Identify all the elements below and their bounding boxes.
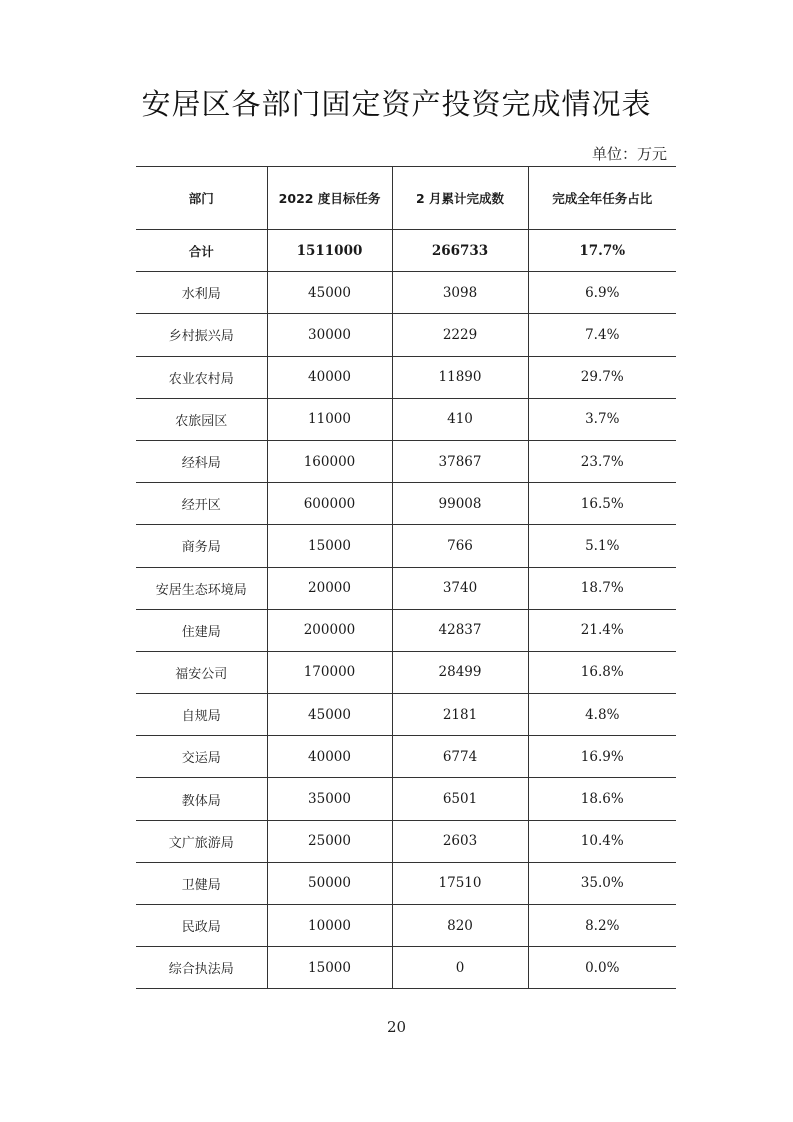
department-cell: 交运局 [136, 736, 267, 778]
target-cell: 20000 [267, 567, 392, 609]
target-cell: 600000 [267, 483, 392, 525]
completed-cell: 410 [392, 398, 528, 440]
department-cell: 住建局 [136, 609, 267, 651]
completed-cell: 2229 [392, 314, 528, 356]
completed-cell: 2181 [392, 694, 528, 736]
target-cell: 45000 [267, 694, 392, 736]
table-row [136, 525, 676, 567]
ratio-cell: 29.7% [528, 356, 676, 398]
unit-label: 单位：万元 [591, 145, 667, 163]
completed-cell: 6501 [392, 778, 528, 820]
table-row [136, 736, 676, 778]
target-cell: 35000 [267, 778, 392, 820]
investment-table [136, 166, 676, 989]
ratio-cell: 18.6% [528, 778, 676, 820]
department-cell: 卫健局 [136, 862, 267, 904]
table-row [136, 694, 676, 736]
ratio-cell: 16.5% [528, 483, 676, 525]
department-cell: 安居生态环境局 [136, 567, 267, 609]
ratio-cell: 21.4% [528, 609, 676, 651]
target-cell: 50000 [267, 862, 392, 904]
total-completed: 266733 [392, 230, 528, 272]
header-target: 2022 度目标任务 [267, 167, 392, 230]
ratio-cell: 5.1% [528, 525, 676, 567]
department-cell: 综合执法局 [136, 947, 267, 989]
table-row [136, 820, 676, 862]
department-cell: 教体局 [136, 778, 267, 820]
target-cell: 45000 [267, 272, 392, 314]
document-title: 安居区各部门固定资产投资完成情况表 [141, 87, 652, 121]
total-row [136, 230, 676, 272]
department-cell: 文广旅游局 [136, 820, 267, 862]
table-row [136, 440, 676, 482]
table-row [136, 609, 676, 651]
table-row [136, 483, 676, 525]
target-cell: 160000 [267, 440, 392, 482]
completed-cell: 766 [392, 525, 528, 567]
ratio-cell: 8.2% [528, 905, 676, 947]
target-cell: 40000 [267, 356, 392, 398]
completed-cell: 3098 [392, 272, 528, 314]
completed-cell: 99008 [392, 483, 528, 525]
department-cell: 自规局 [136, 694, 267, 736]
header-department: 部门 [136, 167, 267, 230]
header-ratio: 完成全年任务占比 [528, 167, 676, 230]
table-row [136, 905, 676, 947]
table-row [136, 778, 676, 820]
total-target: 1511000 [267, 230, 392, 272]
target-cell: 15000 [267, 525, 392, 567]
ratio-cell: 16.8% [528, 651, 676, 693]
total-label: 合计 [136, 230, 267, 272]
header-completed: 2 月累计完成数 [392, 167, 528, 230]
table-row [136, 862, 676, 904]
target-cell: 40000 [267, 736, 392, 778]
target-cell: 200000 [267, 609, 392, 651]
target-cell: 25000 [267, 820, 392, 862]
total-ratio: 17.7% [528, 230, 676, 272]
completed-cell: 3740 [392, 567, 528, 609]
ratio-cell: 18.7% [528, 567, 676, 609]
department-cell: 经开区 [136, 483, 267, 525]
completed-cell: 17510 [392, 862, 528, 904]
table-row [136, 947, 676, 989]
target-cell: 10000 [267, 905, 392, 947]
ratio-cell: 16.9% [528, 736, 676, 778]
completed-cell: 28499 [392, 651, 528, 693]
department-cell: 农旅园区 [136, 398, 267, 440]
department-cell: 民政局 [136, 905, 267, 947]
target-cell: 11000 [267, 398, 392, 440]
department-cell: 经科局 [136, 440, 267, 482]
target-cell: 30000 [267, 314, 392, 356]
completed-cell: 820 [392, 905, 528, 947]
ratio-cell: 0.0% [528, 947, 676, 989]
target-cell: 170000 [267, 651, 392, 693]
completed-cell: 2603 [392, 820, 528, 862]
completed-cell: 6774 [392, 736, 528, 778]
table-row [136, 398, 676, 440]
completed-cell: 37867 [392, 440, 528, 482]
ratio-cell: 3.7% [528, 398, 676, 440]
ratio-cell: 35.0% [528, 862, 676, 904]
table-row [136, 567, 676, 609]
department-cell: 水利局 [136, 272, 267, 314]
department-cell: 农业农村局 [136, 356, 267, 398]
table-row [136, 272, 676, 314]
ratio-cell: 7.4% [528, 314, 676, 356]
page-number: 20 [386, 1018, 407, 1036]
completed-cell: 42837 [392, 609, 528, 651]
ratio-cell: 6.9% [528, 272, 676, 314]
completed-cell: 0 [392, 947, 528, 989]
ratio-cell: 23.7% [528, 440, 676, 482]
table-row [136, 356, 676, 398]
department-cell: 福安公司 [136, 651, 267, 693]
target-cell: 15000 [267, 947, 392, 989]
ratio-cell: 4.8% [528, 694, 676, 736]
table-header-row [136, 167, 676, 230]
department-cell: 商务局 [136, 525, 267, 567]
table-row [136, 314, 676, 356]
ratio-cell: 10.4% [528, 820, 676, 862]
table-row [136, 651, 676, 693]
completed-cell: 11890 [392, 356, 528, 398]
department-cell: 乡村振兴局 [136, 314, 267, 356]
